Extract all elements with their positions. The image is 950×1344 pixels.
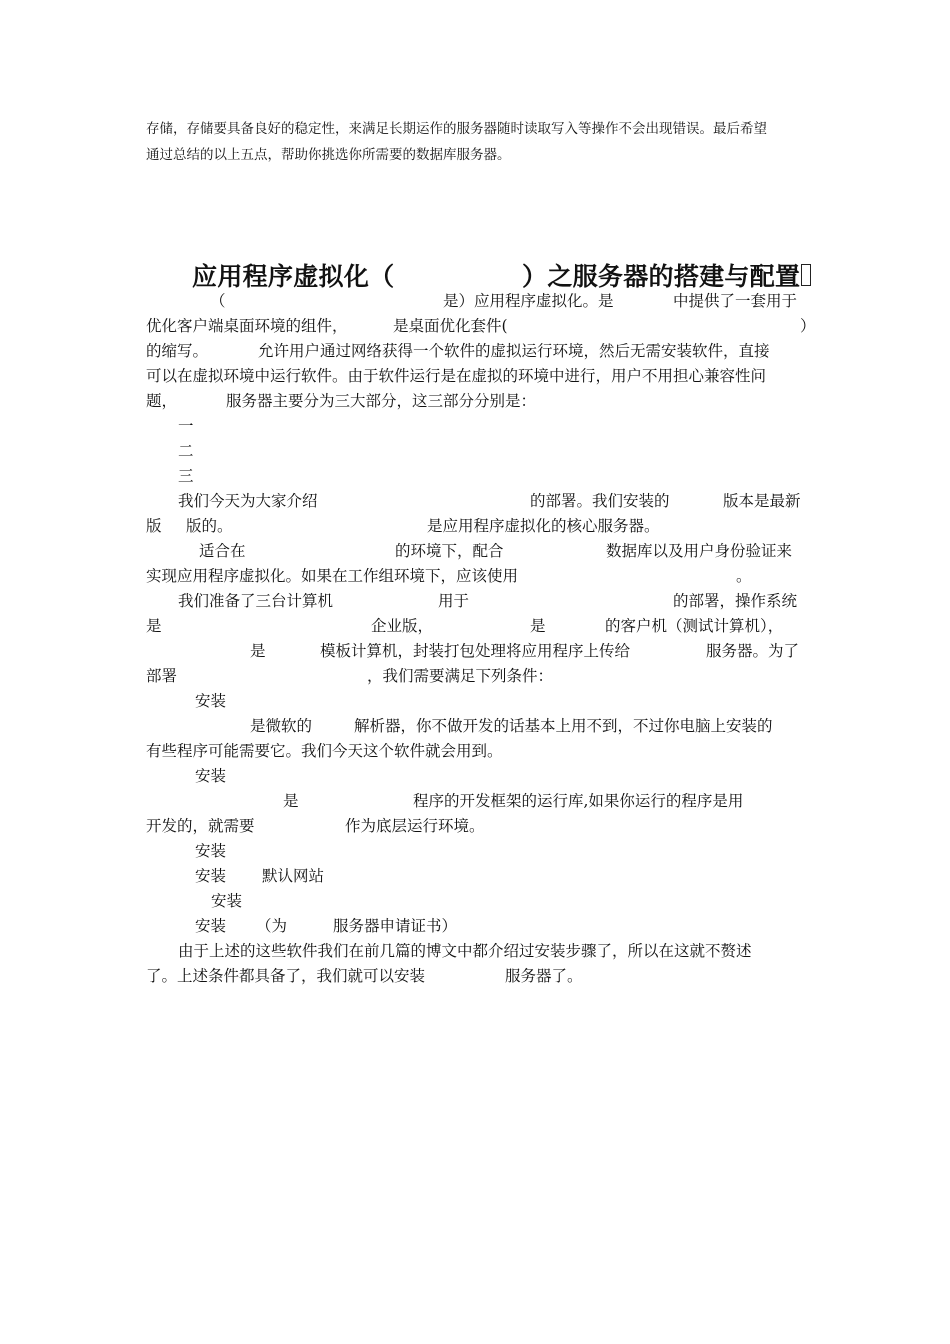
text-segment: 版的。 [186, 517, 233, 535]
text-segment: 的部署，操作系统 [673, 592, 798, 610]
text-segment: 解析器，你不做开发的话基本上用不到，不过你电脑上安装的 [354, 717, 773, 735]
text-segment: 版 [146, 517, 162, 535]
text-segment: 了。上述条件都具备了，我们就可以安装 [146, 967, 426, 985]
text-segment: 开发的，就需要 [146, 817, 255, 835]
text-segment: （ [210, 292, 226, 310]
requirement-heading: 安装 [195, 767, 227, 785]
text-segment: 服务器。为了 [706, 642, 800, 660]
text-segment: 。 [736, 567, 752, 585]
text-segment: 中提供了一套用于 [673, 292, 798, 310]
text-segment: ，我们需要满足下列条件： [367, 667, 554, 685]
text-segment: 数据库以及用户身份验证来 [606, 542, 793, 560]
title-part: 应用程序虚拟化（ [192, 262, 395, 291]
requirement-heading: 安装 [195, 917, 227, 935]
text-segment: 版本是最新 [723, 492, 801, 510]
text-segment: 允许用户通过网络获得一个软件的虚拟运行环境，然后无需安装软件，直接 [258, 342, 770, 360]
text-segment: 是桌面优化套件( [393, 317, 508, 335]
text-segment: （为 [256, 917, 288, 935]
text-segment: 是应用程序虚拟化的核心服务器。 [427, 517, 660, 535]
text-segment: 的缩写。 [146, 342, 209, 360]
text-segment: 是微软的 [250, 717, 313, 735]
text-segment: 我们今天为大家介绍 [178, 492, 318, 510]
text-segment: 是 [250, 642, 266, 660]
text-segment: 模板计算机，封装打包处理将应用程序上传给 [320, 642, 631, 660]
text-segment: 默认网站 [262, 867, 325, 885]
requirement-heading: 安装 [195, 842, 227, 860]
title-part: ）之服务器的搭建与配置 [522, 262, 801, 291]
text-segment: 题， [146, 392, 178, 410]
text-segment: 我们准备了三台计算机 [178, 592, 334, 610]
text-segment: 优化客户端桌面环境的组件， [146, 317, 348, 335]
list-item: 一 [178, 417, 194, 435]
text-segment: 适合在 [199, 542, 246, 560]
text-segment: 的客户机（测试计算机）， [605, 617, 784, 635]
requirement-heading: 安装 [195, 692, 227, 710]
text-segment: 可以在虚拟环境中运行软件。由于软件运行是在虚拟的环境中进行，用户不用担心兼容性问 [146, 367, 767, 385]
text-segment: ） [800, 317, 816, 335]
text-segment: 作为底层运行环境。 [345, 817, 485, 835]
text-segment: 程序的开发框架的运行库,如果你运行的程序是用 [413, 792, 744, 810]
list-item: 二 [178, 442, 194, 460]
list-item: 三 [178, 467, 194, 485]
text-segment: 由于上述的这些软件我们在前几篇的博文中都介绍过安装步骤了，所以在这就不赘述 [178, 942, 752, 960]
intro-line: 通过总结的以上五点，帮助你挑选你所需要的数据库服务器。 [146, 147, 511, 163]
text-segment: 服务器了。 [505, 967, 583, 985]
requirement-heading: 安装 [211, 892, 243, 910]
text-segment: 是 [283, 792, 299, 810]
requirement-heading: 安装 [195, 867, 227, 885]
text-segment: 的部署。我们安装的 [530, 492, 670, 510]
missing-glyph-icon [801, 264, 811, 286]
text-segment: 是）应用程序虚拟化。是 [443, 292, 614, 310]
intro-line: 存储，存储要具备良好的稳定性，来满足长期运作的服务器随时读取写入等操作不会出现错误。最后希望 [146, 121, 767, 137]
text-segment: 部署 [146, 667, 178, 685]
text-segment: 是 [530, 617, 546, 635]
text-segment: 实现应用程序虚拟化。如果在工作组环境下，应该使用 [146, 567, 519, 585]
text-segment: 服务器主要分为三大部分，这三部分分别是： [226, 392, 537, 410]
article-title [156, 239, 394, 314]
text-segment: 服务器申请证书） [333, 917, 458, 935]
text-segment: 是 [146, 617, 162, 635]
text-segment: 有些程序可能需要它。我们今天这个软件就会用到。 [146, 742, 503, 760]
text-segment: 企业版， [371, 617, 434, 635]
text-segment: 用于 [438, 592, 470, 610]
text-segment: 的环境下，配合 [395, 542, 504, 560]
